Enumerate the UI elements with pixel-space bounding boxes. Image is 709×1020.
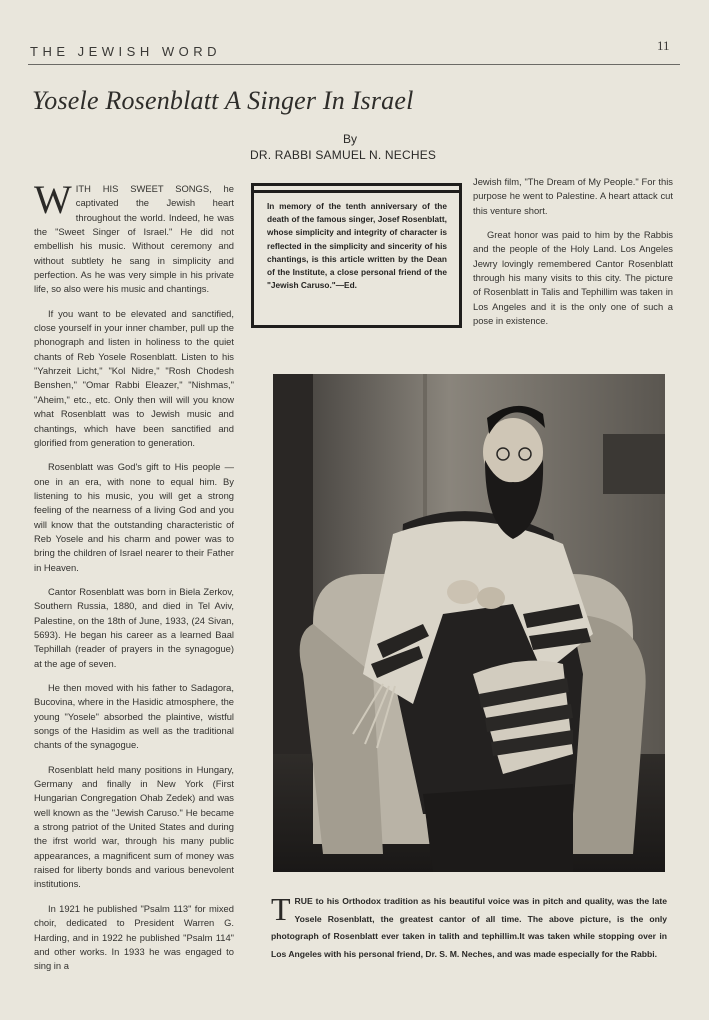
paragraph-3: Rosenblatt was God's gift to His people — one in an era, with none to equal him. By listening to his music, you will get a strong feeling of the nearness of a living God and you will know that the outstanding characteristic of Reb Yosele and his charm and power was to bring the children of Israel nearer to their Father in Heaven. xyxy=(34,461,234,573)
header-rule xyxy=(28,64,680,65)
memorial-note-rule xyxy=(254,190,459,193)
paragraph-4: Cantor Rosenblatt was born in Biela Zerkov, Southern Russia, 1880, and died in Tel Aviv, Palestine, on the 18th of June, 1933, (24 Sivan, 5693). He began his career as a learned Baal Tephillah (reader of prayers in the synagogue) at the age of seven. xyxy=(34,585,234,669)
drop-cap: W xyxy=(34,177,72,222)
memorial-note-text: In memory of the tenth anniversary of the death of the famous singer, Josef Rosenblatt, whose simplicity and integrity of character is reflected in the simplicity and sincerity of his chantings, is this article written by the Dean of the Institute, a close personal friend of the "Jewish Caruso."—Ed. xyxy=(267,201,447,291)
photo-caption xyxy=(271,893,667,963)
article-column-right xyxy=(473,175,673,338)
paragraph-1 xyxy=(34,177,234,297)
paragraph-8: Jewish film, "The Dream of My People." For this purpose he went to Palestine. A heart attack cut this venture short. xyxy=(473,176,673,216)
byline: By xyxy=(343,132,358,146)
page-number: 11 xyxy=(657,38,670,53)
article-title: Yosele Rosenblatt A Singer In Israel xyxy=(32,86,414,115)
paragraph-6: Rosenblatt held many positions in Hungary, Germany and finally in New York (First Hungarian Congregation Ohab Zedek) and was well known as the "Jewish Caruso." He became a strong patriot of the United States and during the ifrst world war, through his many public appearances, a magnificent sum of money was raised for liberty bonds and various benevolent institutions. xyxy=(34,763,234,890)
rosenblatt-photograph xyxy=(273,374,665,872)
paragraph-5: He then moved with his father to Sadagora, Bucovina, where in the Hasidic atmosphere, the young "Yosele" absorbed the plaintive, wistful songs of the Hasidim as well as the traditional chants of the synagogue. xyxy=(34,682,234,751)
paragraph-9: Great honor was paid to him by the Rabbis and the people of the Holy Land. Los Angeles Jewry lovingly remembered Cantor Rosenblatt through his many visits to this city. The picture of Rosenblatt in Talis and Tephillim was taken in Los Angeles and it is the only one of such a pose in existence. xyxy=(473,229,673,327)
paragraph-1-text: ITH HIS SWEET SONGS, he captivated the Jewish heart throughout the world. Indeed, he was the "Sweet Singer of Israel." He did not embellish his music. Without ceremony and without subtlety he sang in simplicity and perfection. As he was very simple in his private life, so also were his music and chantings. xyxy=(34,183,234,295)
author-name: DR. RABBI SAMUEL N. NECHES xyxy=(250,148,437,162)
paragraph-2: If you want to be elevated and sanctified, close yourself in your inner chamber, pull up the phonograph and listen in holiness to the quiet chants of Reb Yosele Rosenblatt. Listen to his "Yahrzeit Licht," "Kol Nidre," "Rosh Chodesh Benshen," "Omar Rabbi Eleazer," "Nishmas," "Aheim," etc., etc. Only then will will you know what Rosenblatt was to Jewish music and chantings, which have been sanctified and glorified from generation to generation. xyxy=(34,307,234,448)
article-column-left xyxy=(34,177,234,984)
paragraph-7: In 1921 he published "Psalm 113" for mixed choir, dedicated to President Warren G. Harding, and in 1922 he published "Psalm 114" and other works. In 1933 he was engaged to sing in a xyxy=(34,902,234,972)
memorial-note-box xyxy=(251,183,462,328)
publication-name: THE JEWISH WORD xyxy=(30,44,221,59)
photograph-illustration xyxy=(273,374,665,872)
caption-text: RUE to his Orthodox tradition as his beautiful voice was in pitch and quality, was the late Yosele Rosenblatt, the greatest cantor of all time. The above picture, is the only photograph of Rosenblatt ever taken in talith and tephillim.It was taken while stopping over in Los Angeles with his personal friend, Dr. S. M. Neches, and was made especially for the Rabbi. xyxy=(271,896,667,959)
caption-drop-cap: T xyxy=(271,891,291,927)
